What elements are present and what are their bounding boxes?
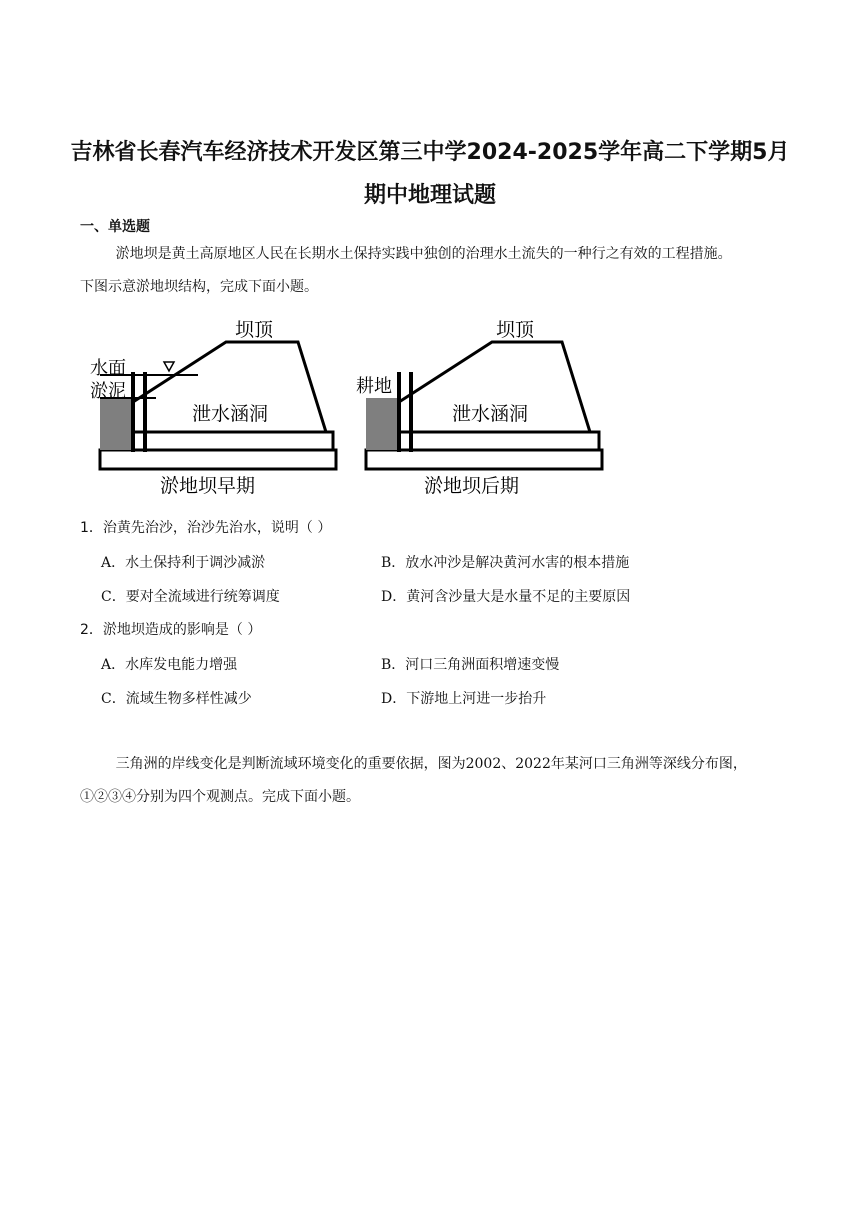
option-letter: B．	[381, 555, 406, 571]
question-1-option-c	[101, 586, 280, 606]
late-stage-figure	[356, 319, 602, 497]
question-1-option-a	[101, 552, 265, 572]
option-letter: C．	[101, 691, 126, 707]
early-label-silt: 淤泥	[90, 381, 126, 402]
early-label-culvert: 泄水涵洞	[192, 403, 269, 425]
option-letter: D．	[381, 691, 407, 707]
document-title-line-1: 吉林省长春汽车经济技术开发区第三中学2024-2025学年高二下学期5月	[70, 140, 790, 165]
option-text: 水库发电能力增强	[125, 657, 238, 673]
late-culvert-channel	[399, 432, 599, 450]
early-label-crest: 坝顶	[235, 319, 274, 341]
option-letter: B．	[381, 657, 406, 673]
option-letter: A．	[101, 555, 126, 571]
late-caption: 淤地坝后期	[424, 475, 520, 497]
question-2-option-a	[101, 654, 237, 674]
question-1-option-d	[381, 586, 630, 606]
option-text: 流域生物多样性减少	[125, 691, 252, 707]
late-label-crest: 坝顶	[496, 319, 535, 341]
intro-paragraph-1	[80, 238, 780, 304]
early-stage-figure	[90, 319, 336, 497]
intro2-line2: ①②③④分别为四个观测点。完成下面小题。	[80, 789, 360, 805]
section-heading: 一、单选题	[80, 219, 150, 235]
late-base-slab	[366, 450, 602, 469]
option-text: 放水冲沙是解决黄河水害的根本措施	[405, 555, 630, 571]
question-2-option-c	[101, 688, 252, 708]
option-letter: D．	[381, 589, 407, 605]
document-title-line-2: 期中地理试题	[363, 183, 496, 208]
option-text: 水土保持利于调沙减淤	[125, 555, 266, 571]
option-letter: C．	[101, 589, 126, 605]
early-base-slab	[100, 450, 336, 469]
option-letter: A．	[101, 657, 126, 673]
intro1-line2: 下图示意淤地坝结构，完成下面小题。	[80, 279, 318, 295]
water-level-marker-icon	[164, 362, 174, 371]
late-label-farmland: 耕地	[356, 376, 392, 397]
question-2-option-b	[381, 654, 559, 674]
early-culvert-channel	[133, 432, 333, 450]
late-farmland-fill	[366, 398, 399, 450]
intro-paragraph-2	[80, 748, 780, 814]
late-label-culvert: 泄水涵洞	[452, 403, 529, 425]
intro1-line1: 淤地坝是黄土高原地区人民在长期水土保持实践中独创的治理水土流失的一种行之有效的工程措施。	[80, 246, 732, 262]
question-2-option-d	[381, 688, 546, 708]
question-1-stem: 1．治黄先治沙，治沙先治水，说明（ ）	[80, 520, 332, 536]
intro2-line1: 三角洲的岸线变化是判断流域环境变化的重要依据，图为2002、2022年某河口三角洲等深线分布图，	[80, 756, 747, 772]
option-text: 河口三角洲面积增速变慢	[405, 657, 560, 673]
early-caption: 淤地坝早期	[160, 475, 256, 497]
early-silt-fill	[100, 398, 133, 450]
question-1-option-b	[381, 552, 629, 572]
question-2-stem: 2．淤地坝造成的影响是（ ）	[80, 622, 262, 638]
early-label-water: 水面	[90, 358, 126, 379]
option-text: 黄河含沙量大是水量不足的主要原因	[406, 589, 631, 605]
option-text: 要对全流域进行统筹调度	[125, 589, 280, 605]
option-text: 下游地上河进一步抬升	[406, 691, 547, 707]
check-dam-diagram	[86, 312, 616, 502]
